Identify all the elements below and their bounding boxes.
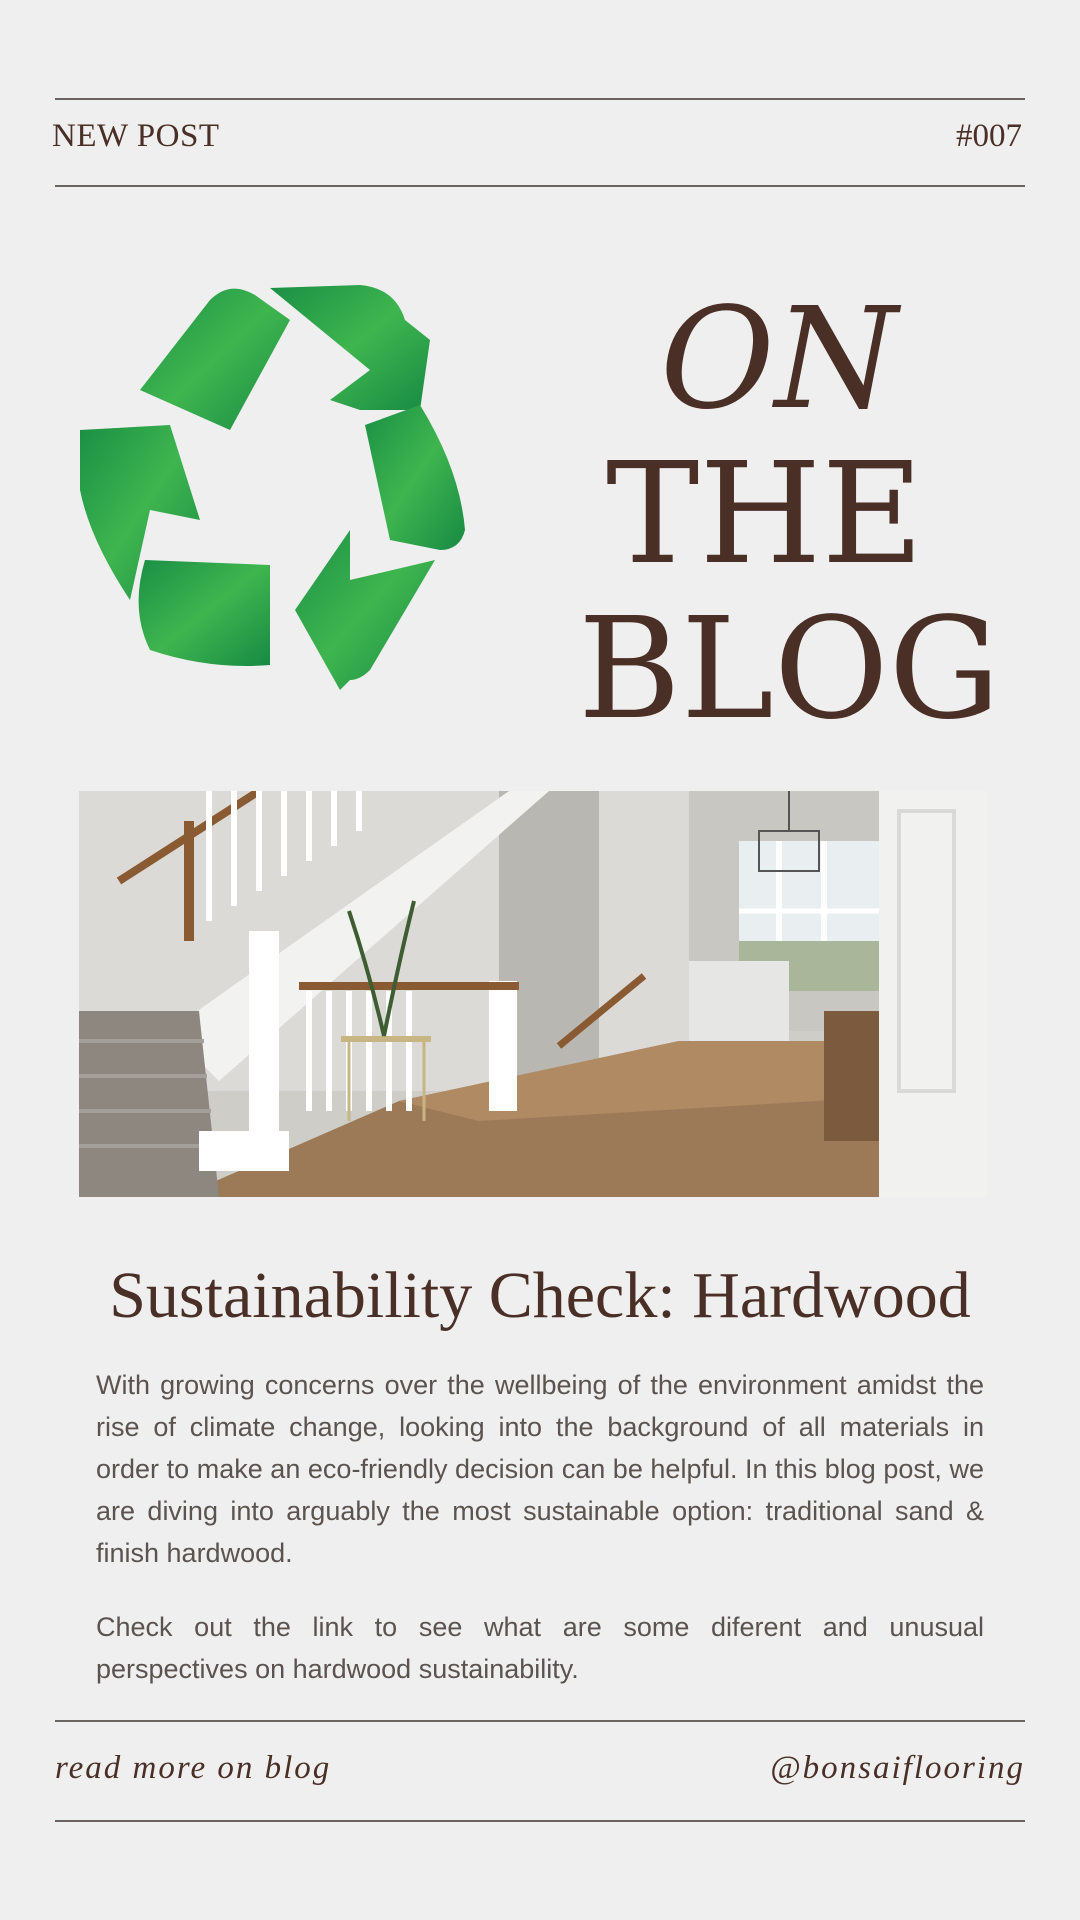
- hero-title-on: ON: [660, 278, 898, 441]
- hero-title-the: THE: [606, 433, 924, 596]
- hardwood-interior-photo: [79, 791, 987, 1197]
- post-number: #007: [956, 118, 1022, 154]
- post-paragraph-1: With growing concerns over the wellbeing of the environment amidst the rise of climate change, looking into the background of all materials in order to make an eco-friendly decision can be helpful. In this blog post, we are diving into arguably the most sustainable option: traditional sand & finish hardwood.: [96, 1370, 984, 1568]
- top-rule: [55, 98, 1025, 100]
- footer-bottom-rule: [55, 1820, 1025, 1822]
- footer-top-rule: [55, 1720, 1025, 1722]
- post-paragraph-2: Check out the link to see what are some diferent and unusual perspectives on hardwood sustainability.: [96, 1612, 984, 1684]
- hero-title-blog: BLOG: [578, 588, 1001, 751]
- post-title: Sustainability Check: Hardwood: [109, 1259, 971, 1332]
- social-handle[interactable]: @bonsaiflooring: [770, 1750, 1025, 1786]
- header-bottom-rule: [55, 185, 1025, 187]
- read-more-link[interactable]: read more on blog: [55, 1750, 332, 1786]
- post-label: NEW POST: [52, 118, 220, 154]
- recycle-icon: [70, 280, 500, 700]
